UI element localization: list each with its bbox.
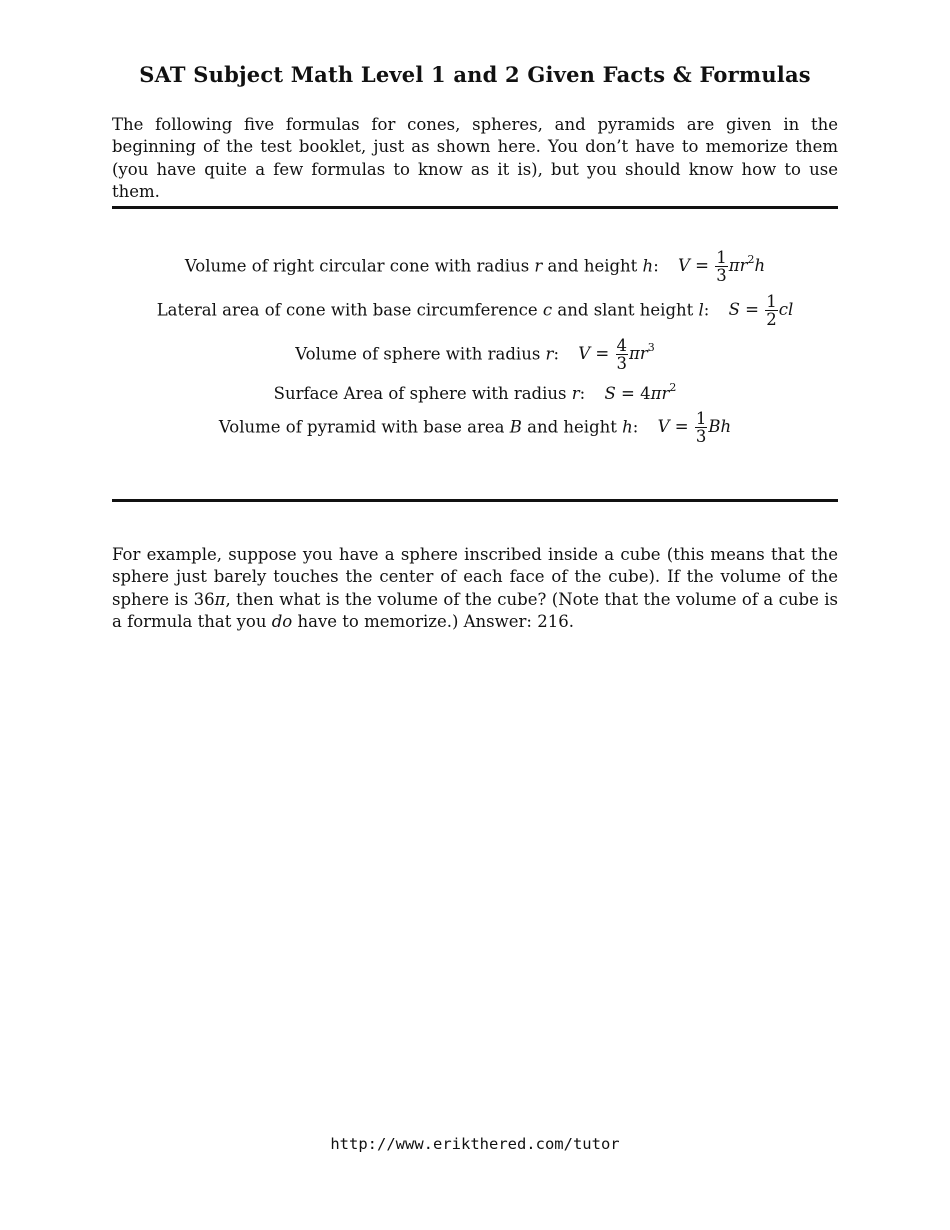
fraction: $\frac{1}{3}$	[695, 409, 707, 447]
cone-volume-equation: V = $\frac{1}{3}$ $\pi r^2h$	[678, 248, 766, 286]
fraction: $\frac{4}{3}$	[616, 336, 627, 374]
page-title: SAT Subject Math Level 1 and 2 Given Facts & Formulas	[139, 62, 811, 87]
formula-sphere-volume: Volume of sphere with radius r: V = $\frac{4}{3}$ $\pi r^3$	[295, 336, 655, 374]
formula-cone-volume: Volume of right circular cone with radius r and height h: V = $\frac{1}{3}$ $\pi r^2h$	[184, 248, 766, 286]
pyramid-volume-equation: V = $\frac{1}{3}$ Bh	[657, 409, 732, 447]
formula-cone-lateral-area: Lateral area of cone with base circumference c and slant height l: S = $\frac{1}{2}$ cl	[156, 292, 794, 330]
fraction: $\frac{1}{3}$	[716, 248, 727, 286]
bottom-divider	[112, 499, 838, 502]
top-divider	[112, 206, 838, 209]
sphere-volume-equation: V = $\frac{4}{3}$ $\pi r^3$	[578, 336, 655, 374]
sphere-area-equation: $S = 4\pi r^2$	[604, 380, 677, 403]
formula-sphere-surface-area: Surface Area of sphere with radius r: $S = 4\pi r^2$	[273, 380, 677, 403]
example-paragraph: For example, suppose you have a sphere inscribed inside a cube (this means that the sphere just barely touches the center of each face of the cube). If the volume of the sphere is 36π, then what is the volume of the cube? (Note that the volume of a cube is a formula that you do have to memorize.) Answer: 216.	[112, 545, 838, 631]
fraction: $\frac{1}{2}$	[766, 292, 777, 330]
footer-url[interactable]: http://www.erikthered.com/tutor	[330, 1135, 620, 1153]
cone-lateral-equation: S = $\frac{1}{2}$ cl	[728, 292, 794, 330]
intro-paragraph: The following five formulas for cones, spheres, and pyramids are given in the beginning of the test booklet, just as shown here. You don’t have to memorize them (you have quite a few formulas to know as it is), but you should know how to use them.	[112, 115, 838, 201]
formula-pyramid-volume: Volume of pyramid with base area B and height h: V = $\frac{1}{3}$ Bh	[218, 409, 732, 447]
